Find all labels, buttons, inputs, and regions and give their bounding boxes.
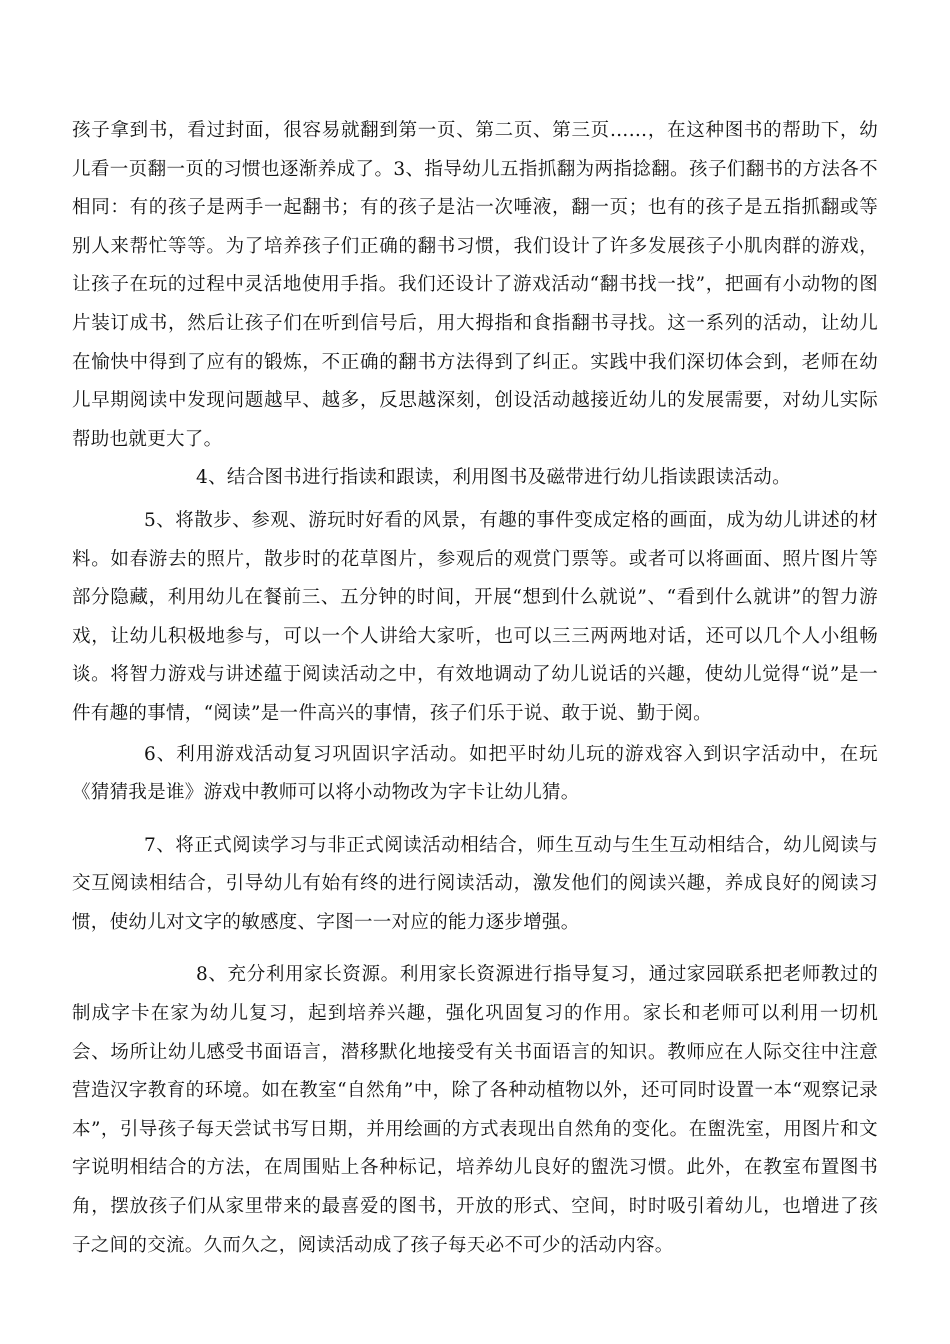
paragraph-item-8: 8、充分利用家长资源。利用家长资源进行指导复习，通过家园联系把老师教过的制成字卡在家为幼儿复习，起到培养兴趣，强化巩固复习的作用。家长和老师可以利用一切机会、场所让幼儿感受书面语言，潜移默化地接受有关书面语言的知识。教师应在人际交往中注意营造汉字教育的环境。如在教室“自然角”中，除了各种动植物以外，还可同时设置一本“观察记录本”，引导孩子每天尝试书写日期，并用绘画的方式表现出自然角的变化。在盥洗室，用图片和文字说明相结合的方法，在周围贴上各种标记，培养幼儿良好的盥洗习惯。此外，在教室布置图书角，摆放孩子们从家里带来的最喜爱的图书，开放的形式、空间，时时吸引着幼儿，也增进了孩子之间的交流。久而久之，阅读活动成了孩子每天必不可少的活动内容。 xyxy=(72,964,878,1256)
paragraph-item-6: 6、利用游戏活动复习巩固识字活动。如把平时幼儿玩的游戏容入到识字活动中，在玩《猜猜我是谁》游戏中教师可以将小动物改为字卡让幼儿猜。 xyxy=(72,743,878,804)
paragraph-item-7: 7、将正式阅读学习与非正式阅读活动相结合，师生互动与生生互动相结合，幼儿阅读与交互阅读相结合，引导幼儿有始有终的进行阅读活动，激发他们的阅读兴趣，养成良好的阅读习惯，使幼儿对文字的敏感度、字图一一对应的能力逐步增强。 xyxy=(72,834,878,933)
document-body xyxy=(72,112,878,1265)
paragraph-item-4: 4、结合图书进行指读和跟读，利用图书及磁带进行幼儿指读跟读活动。 xyxy=(196,467,791,489)
paragraph-item-5: 5、将散步、参观、游玩时好看的风景，有趣的事件变成定格的画面，成为幼儿讲述的材料。如春游去的照片，散步时的花草图片，参观后的观赏门票等。或者可以将画面、照片图片等部分隐藏，利用幼儿在餐前三、五分钟的时间，开展“想到什么就说”、“看到什么就讲”的智力游戏，让幼儿积极地参与，可以一个人讲给大家听，也可以三三两两地对话，还可以几个人小组畅谈。将智力游戏与讲述蕴于阅读活动之中，有效地调动了幼儿说话的兴趣，使幼儿觉得“说”是一件有趣的事情，“阅读”是一件高兴的事情，孩子们乐于说、敢于说、勤于阅。 xyxy=(72,509,878,724)
paragraph-page-turning: 孩子拿到书，看过封面，很容易就翻到第一页、第二页、第三页……，在这种图书的帮助下，幼儿看一页翻一页的习惯也逐渐养成了。3、指导幼儿五指抓翻为两指捻翻。孩子们翻书的方法各不相同：有的孩子是两手一起翻书；有的孩子是沾一次唾液，翻一页；也有的孩子是五指抓翻或等别人来帮忙等等。为了培养孩子们正确的翻书习惯，我们设计了许多发展孩子小肌肉群的游戏，让孩子在玩的过程中灵活地使用手指。我们还设计了游戏活动“翻书找一找”，把画有小动物的图片装订成书，然后让孩子们在听到信号后，用大拇指和食指翻书寻找。这一系列的活动，让幼儿在愉快中得到了应有的锻炼，不正确的翻书方法得到了纠正。实践中我们深切体会到，老师在幼儿早期阅读中发现问题越早、越多，反思越深刻，创设活动越接近幼儿的发展需要，对幼儿实际帮助也就更大了。 xyxy=(72,120,878,450)
